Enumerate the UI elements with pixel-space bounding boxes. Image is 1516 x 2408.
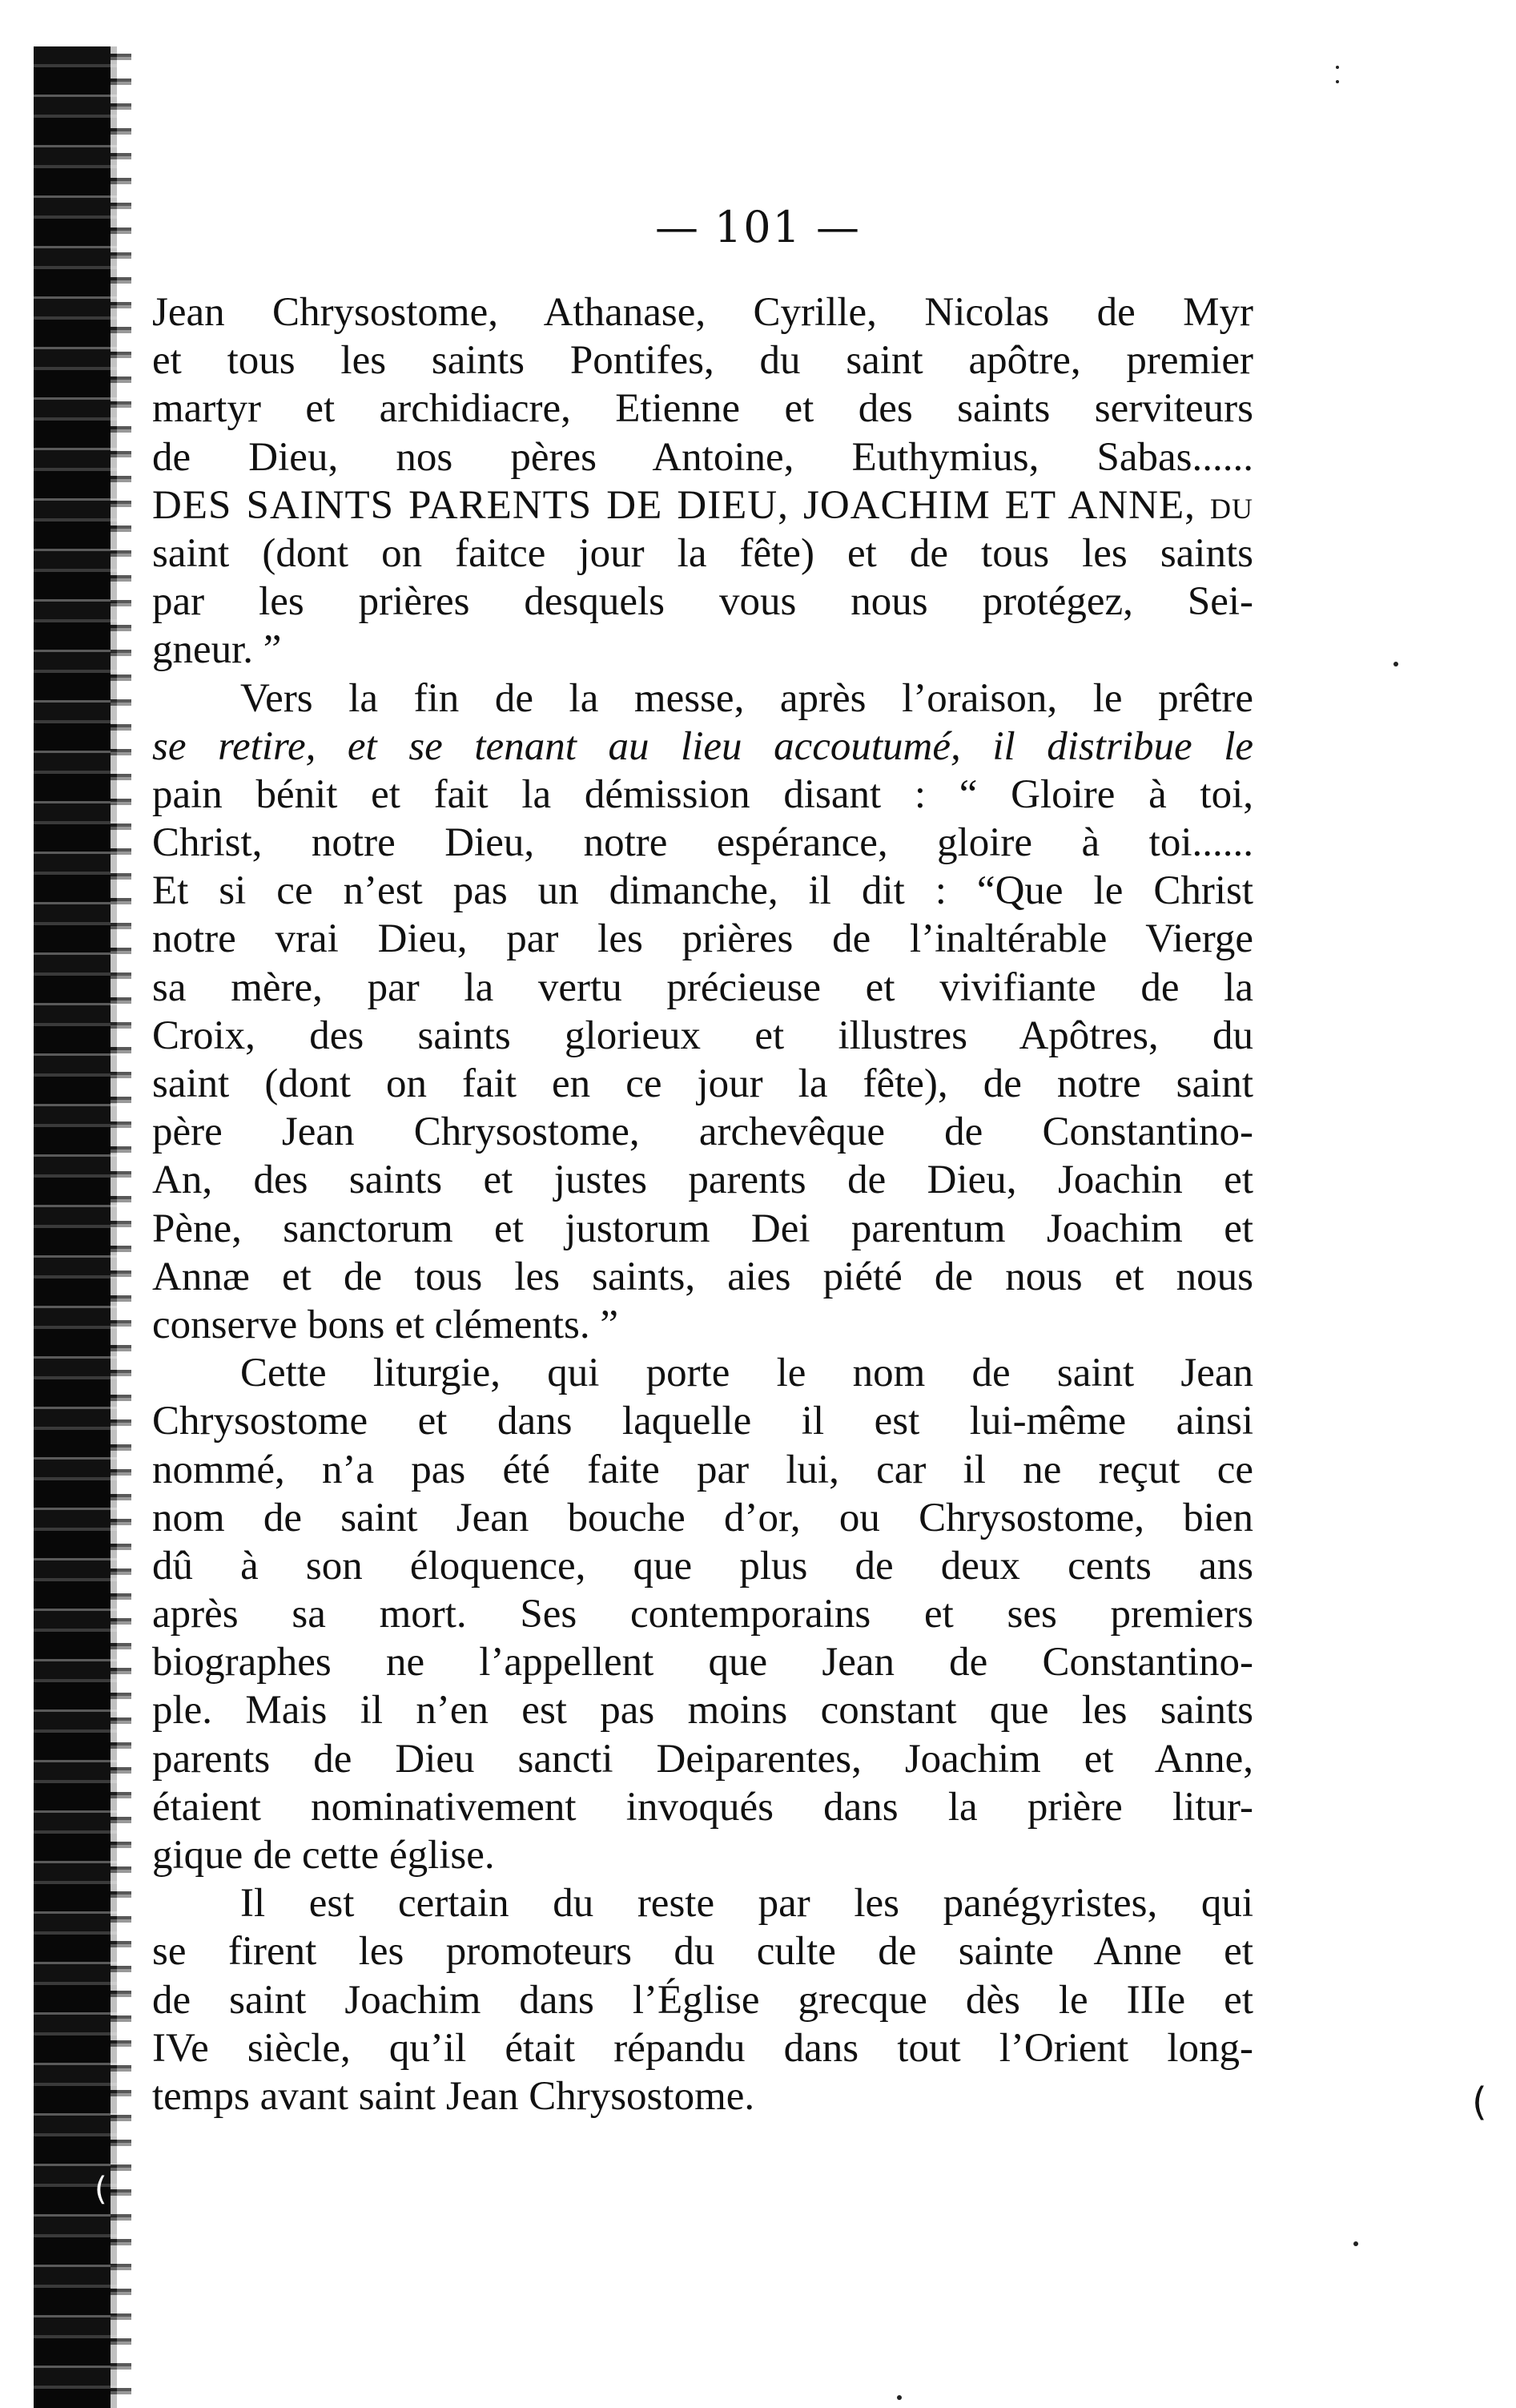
text-line: étaient nominativement invoqués dans la prière litur-: [152, 1784, 1253, 1830]
text-line: conserve bons et cléments. ”: [152, 1302, 619, 1347]
page-dash-right: —: [816, 202, 862, 252]
text-line: Chrysostome et dans laquelle il est lui-même ainsi: [152, 1399, 1253, 1444]
text-line: nommé, n’a pas été faite par lui, car il ne reçut ce: [152, 1447, 1253, 1492]
text-line: Christ, notre Dieu, notre espérance, gloire à toi......: [152, 820, 1253, 866]
text-line: saint (dont on faitce jour la fête) et de tous les saints: [152, 530, 1253, 576]
text-line: DES SAINTS PARENTS DE DIEU, JOACHIM ET ANNE, du: [152, 482, 1253, 528]
page-number: [0, 202, 1516, 252]
stray-paren-mark: (: [1472, 2080, 1487, 2124]
text-line: Il est certain du reste par les panégyristes, qui: [240, 1881, 1253, 1927]
text-line: saint (dont on fait en ce jour la fête), de notre saint: [152, 1061, 1253, 1106]
text-line: Vers la fin de la messe, après l’oraison, le prêtre: [240, 675, 1253, 721]
speck-dot: [1336, 80, 1339, 83]
speck-dot: [897, 2395, 902, 2400]
stray-edge-mark: (: [94, 2171, 107, 2208]
text-line: Annæ et de tous les saints, aies piété de nous et nous: [152, 1254, 1253, 1299]
text-line: Jean Chrysostome, Athanase, Cyrille, Nicolas de Myr: [152, 290, 1253, 335]
text-line: notre vrai Dieu, par les prières de l’inaltérable Vierge: [152, 916, 1253, 962]
speck-dot: [1353, 2241, 1358, 2246]
text-line: ple. Mais il n’en est pas moins constant que les saints: [152, 1688, 1253, 1734]
text-line: temps avant saint Jean Chrysostome.: [152, 2073, 755, 2119]
text-line: IVe siècle, qu’il était répandu dans tout l’Orient long-: [152, 2025, 1253, 2071]
speck-dot: [1336, 66, 1339, 69]
text-line: après sa mort. Ses contemporains et ses premiers: [152, 1592, 1253, 1637]
text-line: nom de saint Jean bouche d’or, ou Chrysostome, bien: [152, 1495, 1253, 1540]
text-line: se firent les promoteurs du culte de sainte Anne et: [152, 1929, 1253, 1975]
text-line: se retire, et se tenant au lieu accoutumé, il distribue le: [152, 723, 1253, 769]
page-number-value: 101: [714, 202, 802, 252]
text-line: père Jean Chrysostome, archevêque de Constantino-: [152, 1109, 1253, 1155]
text-line: de saint Joachim dans l’Église grecque dès le IIIe et: [152, 1977, 1253, 2023]
text-line: gique de cette église.: [152, 1833, 495, 1878]
text-line: martyr et archidiacre, Etienne et des saints serviteurs: [152, 386, 1253, 432]
body-text: [152, 288, 1253, 2120]
text-line: parents de Dieu sancti Deiparentes, Joachim et Anne,: [152, 1736, 1253, 1782]
text-line: biographes ne l’appellent que Jean de Constantino-: [152, 1640, 1253, 1685]
text-line: An, des saints et justes parents de Dieu, Joachin et: [152, 1158, 1253, 1203]
text-line: Pène, sanctorum et justorum Dei parentum Joachim et: [152, 1206, 1253, 1251]
text-line: Croix, des saints glorieux et illustres Apôtres, du: [152, 1013, 1253, 1058]
text-line: gneur. ”: [152, 627, 282, 673]
text-line: sa mère, par la vertu précieuse et vivifiante de la: [152, 964, 1253, 1010]
text-line: pain bénit et fait la démission disant : “ Gloire à toi,: [152, 771, 1253, 817]
text-line: Et si ce n’est pas un dimanche, il dit : “Que le Christ: [152, 868, 1253, 914]
text-line: par les prières desquels vous nous protégez, Sei-: [152, 579, 1253, 625]
text-line: dû à son éloquence, que plus de deux cents ans: [152, 1543, 1253, 1589]
speck-dot: [1393, 662, 1398, 666]
text-line: et tous les saints Pontifes, du saint apôtre, premier: [152, 338, 1253, 384]
binding-edge: [34, 46, 117, 2408]
text-line: de Dieu, nos pères Antoine, Euthymius, Sabas......: [152, 434, 1253, 480]
page-dash-left: —: [654, 202, 700, 252]
text-line: Cette liturgie, qui porte le nom de saint Jean: [240, 1351, 1253, 1396]
